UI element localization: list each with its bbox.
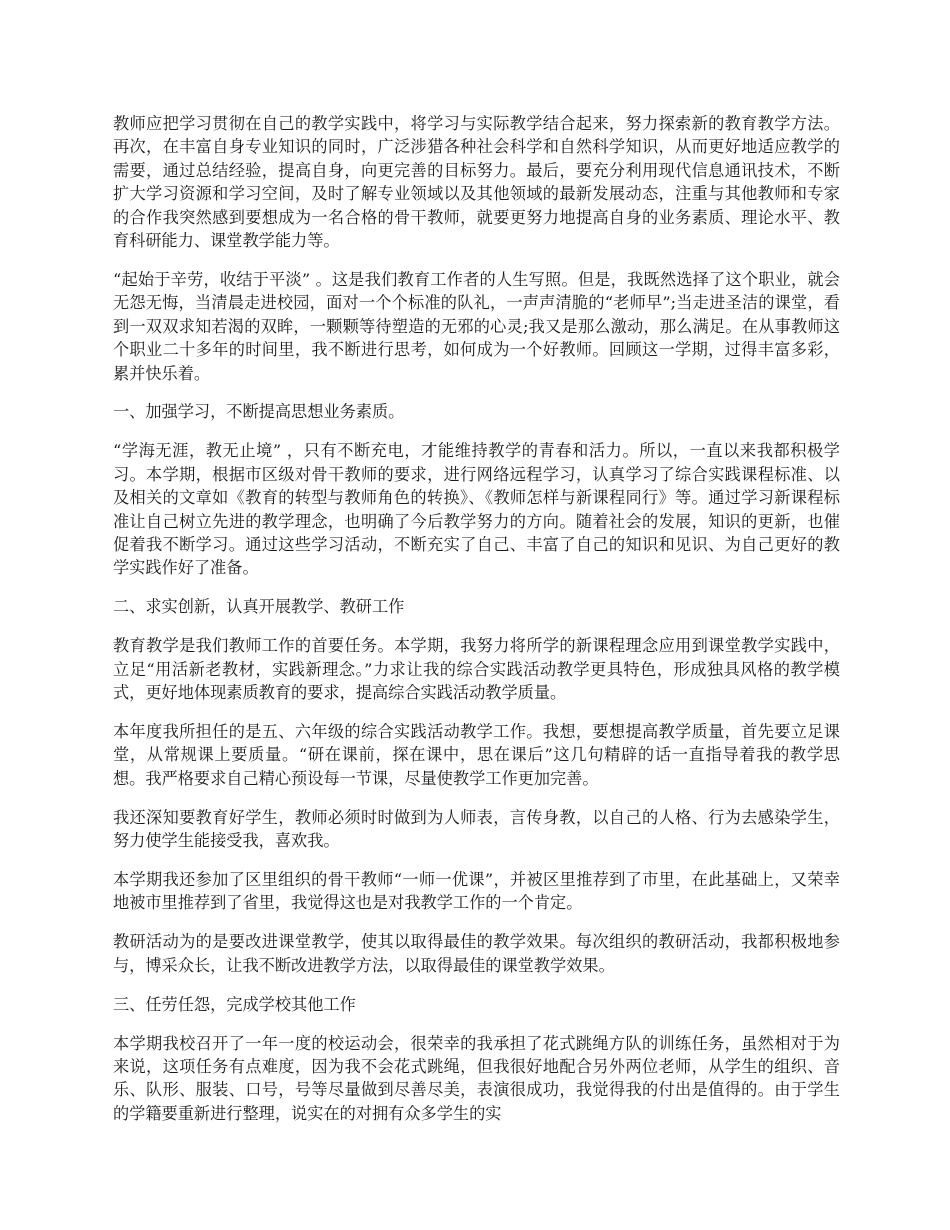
paragraph-continuous-learning: “学海无涯，教无止境” ，只有不断充电，才能维持教学的青春和活力。所以，一直以来我都积极学习。本学期，根据市区级对骨干教师的要求，进行网络远程学习，认真学习了综合实践课程标准、以及相关的文章如《教育的转型与教师角色的转换》、《教师怎样与新课程同行》等。通过学习新课程标准让自己树立先进的教学理念，也明确了今后教学努力的方向。随着社会的发展，知识的更新，也催促着我不断学习。通过这些学习活动，不断充实了自己、丰富了自己的知识和见识、为自己更好的教学实践作好了准备。 xyxy=(113,441,840,578)
paragraph-sports-meet: 本学期我校召开了一年一度的校运动会，很荣幸的我承担了花式跳绳方队的训练任务，虽然相对于为来说，这项任务有点难度，因为我不会花式跳绳，但我很好地配合另外两位老师，从学生的组织、音乐、队形、服装、口号，号等尽量做到尽善尽美，表演很成功，我觉得我的付出是值得的。由于学生的学籍要重新进行整理，说实在的对拥有众多学生的实 xyxy=(113,1033,840,1123)
section-heading-2: 二、求实创新，认真开展教学、教研工作 xyxy=(113,597,405,617)
paragraph-competition: 本学期我还参加了区里组织的骨干教师“一师一优课”，并被区里推荐到了市里，在此基础上，又荣幸地被市里推荐到了省里，我觉得这也是对我教学工作的一个肯定。 xyxy=(113,869,840,913)
paragraph-teaching-priority: 教育教学是我们教师工作的首要任务。本学期，我努力将所学的新课程理念应用到课堂教学实践中，立足“用活新老教材，实践新理念。”力求让我的综合实践活动教学更具特色，形成独具风格的教学模式，更好地体现素质教育的要求，提高综合实践活动教学质量。 xyxy=(113,636,840,703)
paragraph-career-reflection: “起始于辛劳，收结于平淡” 。这是我们教育工作者的人生写照。但是，我既然选择了这个职业，就会无怨无悔，当清晨走进校园，面对一个个标准的队礼，一声声清脆的“老师早”;当走进圣洁的课堂，看到一双双求知若渴的双眸，一颗颗等待塑造的无邪的心灵;我又是那么激动，那么满足。在从事教师这个职业二十多年的时间里，我不断进行思考，如何成为一个好教师。回顾这一学期，过得丰富多彩，累并快乐着。 xyxy=(113,269,840,383)
paragraph-role-model: 我还深知要教育好学生，教师必须时时做到为人师表，言传身教，以自己的人格、行为去感染学生，努力使学生能接受我，喜欢我。 xyxy=(113,807,840,851)
paragraph-learning-methods: 教师应把学习贯彻在自己的教学实践中，将学习与实际教学结合起来，努力探索新的教育教学方法。再次，在丰富自身专业知识的同时，广泛涉猎各种社会科学和自然科学知识，从而更好地适应教学的需要，通过总结经验，提高自身，向更完善的目标努力。最后，要充分利用现代信息通讯技术，不断扩大学习资源和学习空间，及时了解专业领域以及其他领域的最新发展动态，注重与其他教师和专家的合作我突然感到要想成为一名合格的骨干教师，就要更努力地提高自身的业务素质、理论水平、教育科研能力、课堂教学能力等。 xyxy=(113,114,840,251)
paragraph-research-activities: 教研活动为的是要改进课堂教学，使其以取得最佳的教学效果。每次组织的教研活动，我都积极地参与，博采众长，让我不断改进教学方法，以取得最佳的课堂教学效果。 xyxy=(113,932,840,975)
paragraph-grade-assignment: 本年度我所担任的是五、六年级的综合实践活动教学工作。我想，要想提高教学质量，首先要立足课堂，从常规课上要质量。“研在课前，探在课中，思在课后”这几句精辟的话一直指导着我的教学思想。我严格要求自己精心预设每一节课，尽量使教学工作更加完善。 xyxy=(113,721,840,788)
section-heading-1: 一、加强学习，不断提高思想业务素质。 xyxy=(113,402,405,422)
section-heading-3: 三、任劳任怨，完成学校其他工作 xyxy=(113,994,356,1014)
document-body xyxy=(113,112,840,1141)
